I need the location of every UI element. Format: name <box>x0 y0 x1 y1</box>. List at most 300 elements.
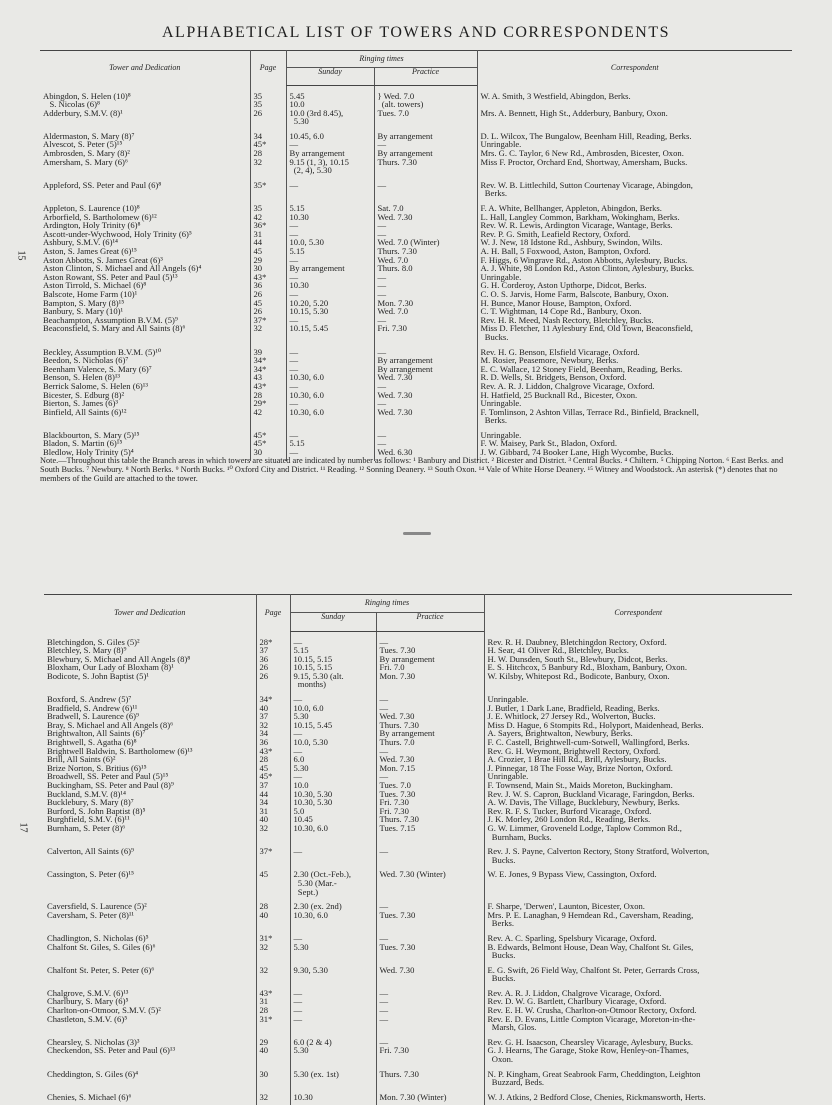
sunday-cell <box>290 638 376 690</box>
page-line: 26 <box>253 107 263 118</box>
sunday-line: — <box>289 314 299 325</box>
correspondent-line: Rev. W. B. Littlechild, Sutton Courtenay Vicarage, Abingdon, <box>480 179 693 190</box>
correspondent-line: W. E. Jones, 9 Bypass View, Cassington, Oxford. <box>487 869 657 880</box>
page-line: 34 <box>253 130 263 141</box>
sunday-line: 10.30 <box>289 280 309 291</box>
tower-line: Chalfont St. Giles, S. Giles (6)⁶ <box>47 941 156 952</box>
practice-line: Wed. 7.30 <box>379 754 415 765</box>
page-line: 35 <box>253 90 263 101</box>
correspondent-line: W. J. New, 18 Idstone Rd., Ashbury, Swindon, Wilts. <box>480 237 663 248</box>
practice-cell <box>374 431 477 457</box>
tower-cell <box>44 870 256 896</box>
correspondent-line: J. W. Gibbard, 74 Booker Lane, High Wycombe, Bucks. <box>480 447 674 458</box>
sunday-line: — <box>293 932 303 943</box>
tower-line: Ascott-under-Wychwood, Holy Trinity (6)⁵ <box>43 228 192 239</box>
table-row <box>40 204 792 342</box>
practice-line: Wed. 7.30 <box>379 964 415 975</box>
correspondent-line: D. L. Wilcox, The Bungalow, Beenham Hill, Reading, Berks. <box>480 130 692 141</box>
correspondent-line: J. E. Whitlock, 27 Jersey Rd., Wolverton, Bucks. <box>487 711 656 722</box>
page-cell <box>250 132 286 175</box>
sunday-line: 6.0 <box>293 754 305 765</box>
tower-line: Beaconsfield, S. Mary and All Saints (8)⁶ <box>43 323 186 334</box>
correspondent-line: Rev. W. R. Lewis, Ardington Vicarage, Wantage, Berks. <box>480 220 673 231</box>
page-line: 28 <box>253 389 263 400</box>
page-line: 28 <box>259 1005 269 1016</box>
page-line: 45 <box>259 762 269 773</box>
practice-line: Wed. 7.30 <box>377 389 413 400</box>
correspondent-line: A. Crozier, 1 Brae Hill Rd., Brill, Aylesbury, Bucks. <box>487 754 667 765</box>
page-cell <box>250 92 286 126</box>
tower-cell <box>40 181 250 198</box>
sunday-cell <box>290 847 376 864</box>
practice-line: Mon. 7.15 <box>379 762 416 773</box>
sunday-line: 10.30 <box>293 1091 313 1102</box>
tower-line: Chadlington, S. Nicholas (6)⁵ <box>47 932 149 943</box>
correspondent-line: Rev. E. H. W. Crusha, Charlton-on-Otmoor Rectory, Oxford. <box>487 1005 697 1016</box>
page-cell <box>256 902 290 928</box>
tower-line: Aston, S. James Great (6)¹⁵ <box>43 246 137 256</box>
page-line: 32 <box>259 964 269 975</box>
sunday-line: — <box>293 1013 303 1024</box>
correspondent-cell <box>477 431 792 457</box>
tower-line: Burnham, S. Peter (8)⁶ <box>47 822 126 833</box>
practice-line: Mon. 7.30 <box>377 297 414 308</box>
correspondent-line: W. Kilsby, Whitepost Rd., Bodicote, Banbury, Oxon. <box>487 670 670 681</box>
correspondent-line: E. G. Swift, 26 Field Way, Chalfont St. Peter, Gerrards Cross, <box>487 964 700 975</box>
page-line: 44 <box>259 788 269 799</box>
page-line: 36 <box>253 280 263 291</box>
table-row <box>44 638 792 690</box>
correspondent-line: Oxon. <box>487 1054 514 1065</box>
page-line: 39 <box>253 346 263 357</box>
sunday-line: By arrangement <box>289 263 345 274</box>
correspondent-line: L. Hall, Langley Common, Barkham, Wokingham, Berks. <box>480 211 680 222</box>
practice-line: By arrangement <box>379 653 435 664</box>
practice-cell <box>376 695 484 841</box>
correspondent-cell <box>484 934 792 960</box>
tower-line: Brize Norton, S. Britius (6)¹⁵ <box>47 762 147 773</box>
correspondent-line: C. O. S. Jarvis, Home Farm, Balscote, Banbury, Oxon. <box>480 288 669 299</box>
page-cell <box>256 934 290 960</box>
table-row <box>44 966 792 983</box>
practice-line: — <box>379 702 389 713</box>
tower-line: Buckland, S.M.V. (8)¹⁴ <box>47 788 126 799</box>
page-line: 30 <box>259 1068 269 1079</box>
practice-line: Fri. 7.0 <box>379 662 405 673</box>
table-row <box>40 181 792 198</box>
page-line: 34* <box>259 694 273 705</box>
correspondent-line: E. S. Hitchcox, 5 Banbury Rd., Bloxham, Banbury, Oxon. <box>487 662 687 673</box>
sunday-line: — <box>289 254 299 265</box>
correspondent-line: F. C. Castell, Brightwell-cum-Sotwell, Wallingford, Berks. <box>487 737 690 748</box>
tower-line: Charlton-on-Otmoor, S.M.V. (5)² <box>47 1005 161 1016</box>
correspondent-cell <box>484 1070 792 1087</box>
sunday-line: 10.0 <box>293 780 309 790</box>
tower-cell <box>40 431 250 457</box>
page-line: 31* <box>259 932 273 943</box>
practice-line: — <box>377 346 387 357</box>
footnote: Note.—Throughout this table the Branch areas in which towers are situated are indicated by number as follows: ¹ Banbury and District. ² Bicester and District. ³ Central Bucks. ⁴ Chiltern. ⁵ Chipping Norton. ⁶ East Berks. and South Bucks. ⁷ Newbury. ⁸ North Berks. ⁹ North Bucks. ¹⁰ Oxford City and District. ¹¹ Reading. ¹² Sonning Deanery. ¹³ South Oxon. ¹⁴ Vale of White Horse Deanery. ¹⁵ Witney and Woodstock. An asterisk (*) denotes that no members of the Guild are attached to the tower. <box>40 456 784 483</box>
practice-line: — <box>377 288 387 299</box>
correspondent-line: Unringable. <box>480 429 522 440</box>
header-practice: Practice <box>374 68 477 85</box>
tower-line: Brill, All Saints (6)² <box>47 754 116 765</box>
page-line: 40 <box>259 1045 269 1056</box>
correspondent-cell <box>484 902 792 928</box>
correspondent-cell <box>477 204 792 342</box>
page-line: 36 <box>259 653 269 664</box>
tower-line: Brightwalton, All Saints (6)⁷ <box>47 728 146 739</box>
sunday-cell <box>290 966 376 983</box>
correspondent-line: J. K. Morley, 260 London Rd., Reading, Berks. <box>487 814 651 825</box>
sunday-line: 10.45 <box>293 814 313 825</box>
practice-cell <box>376 847 484 864</box>
sunday-line: 5.30 <box>293 711 309 722</box>
correspondent-line: Bucks. <box>487 973 516 984</box>
page-line: 36* <box>253 220 267 231</box>
page-line: 32 <box>259 1091 269 1102</box>
tower-cell <box>44 989 256 1032</box>
correspondent-cell <box>484 1093 792 1102</box>
sunday-line: 5.30 (Mar.- <box>293 877 337 888</box>
header-page-2: Page <box>256 595 290 632</box>
tower-line: Binfield, All Saints (6)¹² <box>43 406 127 417</box>
correspondent-line: J. Butler, 1 Dark Lane, Bradfield, Reading, Berks. <box>487 702 660 713</box>
tower-line: Bierton, S. James (6)³ <box>43 398 118 409</box>
practice-line: — <box>377 179 387 190</box>
tower-line: Bledlow, Holy Trinity (5)⁴ <box>43 447 134 458</box>
tower-line: Bucklebury, S. Mary (8)⁷ <box>47 797 134 808</box>
tower-line: Banbury, S. Mary (10)¹ <box>43 306 124 317</box>
correspondent-line: R. D. Wells, St. Bridgets, Benson, Oxford. <box>480 372 627 383</box>
tower-cell <box>44 695 256 841</box>
practice-line: Wed. 7.0 (Winter) <box>377 237 440 248</box>
sunday-cell <box>290 1070 376 1087</box>
sunday-line: — <box>289 429 299 440</box>
sunday-line: 10.15, 5.15 <box>293 662 333 673</box>
tower-line: Chastleton, S.M.V. (6)⁵ <box>47 1013 128 1024</box>
sunday-cell <box>290 1093 376 1102</box>
correspondent-cell <box>477 132 792 175</box>
sunday-line: 10.30, 6.0 <box>293 909 328 920</box>
sunday-line: — <box>289 288 299 299</box>
correspondent-line: Miss D. Hague, 6 Stompits Rd., Holyport, Maidenhead, Berks. <box>487 719 704 730</box>
sunday-line: — <box>289 220 299 231</box>
practice-line: — <box>377 220 387 231</box>
correspondent-cell <box>484 989 792 1032</box>
practice-line: Wed. 7.30 <box>379 711 415 722</box>
tower-line: Burford, S. John Baptist (8)⁵ <box>47 805 146 816</box>
tower-line: Abingdon, S. Helen (10)⁸ <box>43 90 131 101</box>
correspondent-line: Unringable. <box>487 694 529 705</box>
page-cell <box>256 870 290 896</box>
page-line: 30 <box>253 263 263 274</box>
practice-line: Thurs. 7.0 <box>379 737 415 748</box>
correspondent-line: Buzzard, Beds. <box>487 1077 545 1088</box>
tower-cell <box>44 902 256 928</box>
sunday-cell <box>290 695 376 841</box>
page-line: 45* <box>253 429 267 440</box>
correspondent-line: Mrs. G. C. Taylor, 6 New Rd., Ambrosden, Bicester, Oxon. <box>480 148 684 159</box>
sunday-line: 10.0, 6.0 <box>293 702 324 713</box>
table-row <box>44 847 792 864</box>
page-line: 45 <box>259 869 269 880</box>
sunday-line: 10.30 <box>289 211 309 222</box>
table-1-body <box>40 85 792 461</box>
tower-line: Bradwell, S. Laurence (6)⁹ <box>47 711 140 722</box>
tower-line: Ambrosden, S. Mary (8)² <box>43 148 130 159</box>
sunday-line: 10.15, 5.45 <box>293 719 333 730</box>
practice-line: Tues. 7.30 <box>379 788 416 799</box>
tower-line: Beachampton, Assumption B.V.M. (5)⁹ <box>43 314 178 325</box>
tower-cell <box>44 847 256 864</box>
sunday-cell <box>286 181 374 198</box>
page-cell <box>256 1093 290 1102</box>
correspondent-line: E. C. Wallace, 12 Stoney Field, Beenham, Reading, Berks. <box>480 363 683 374</box>
practice-cell <box>374 92 477 126</box>
sunday-line: 10.30, 5.30 <box>293 797 333 808</box>
practice-line: Tues. 7.30 <box>379 941 416 952</box>
tower-line: Caversfield, S. Laurence (5)² <box>47 901 147 912</box>
practice-line: Thurs. 8.0 <box>377 263 413 274</box>
correspondent-line: B. Edwards, Belmont House, Dean Way, Chalfont St. Giles, <box>487 941 694 952</box>
tower-line: Aston Abbotts, S. James Great (6)³ <box>43 254 163 265</box>
sunday-cell <box>290 902 376 928</box>
practice-line: — <box>379 1013 389 1024</box>
practice-cell <box>376 870 484 896</box>
correspondent-line: Rev. A. R. J. Liddon, Chalgrove Vicarage, Oxford. <box>480 380 655 391</box>
practice-line: Wed. 7.30 (Winter) <box>379 869 446 880</box>
page-line: 28 <box>259 901 269 912</box>
tower-line: Appleford, SS. Peter and Paul (6)⁸ <box>43 179 162 190</box>
correspondent-line: F. Tomlinson, 2 Ashton Villas, Terrace Rd., Binfield, Bracknell, <box>480 406 699 417</box>
correspondent-line: Mrs. P. E. Lanaghan, 9 Hemdean Rd., Caversham, Reading, <box>487 909 694 920</box>
tower-line: Aston Rowant, SS. Peter and Paul (5)¹³ <box>43 271 178 282</box>
page-cell <box>256 1038 290 1064</box>
sunday-line: — <box>293 996 303 1007</box>
correspondent-line: Unringable. <box>480 139 522 150</box>
sunday-line: 10.20, 5.20 <box>289 297 329 308</box>
sunday-line: — <box>293 728 303 739</box>
page-line: 31* <box>259 1013 273 1024</box>
table-row <box>40 348 792 425</box>
sunday-line: — <box>289 355 299 366</box>
sunday-line: — <box>293 846 303 857</box>
correspondent-line: Berks. <box>487 918 514 929</box>
practice-line: Thurs. 7.30 <box>379 719 419 730</box>
correspondent-line: Bucks. <box>487 950 516 961</box>
tower-line: Bletchley, S. Mary (8)⁹ <box>47 645 127 656</box>
correspondent-line: Marsh, Glos. <box>487 1022 537 1033</box>
sunday-line: 10.30, 6.0 <box>293 822 328 833</box>
correspondent-line: N. P. Kingham, Great Seabrook Farm, Cheddington, Leighton <box>487 1068 701 1079</box>
page-title: ALPHABETICAL LIST OF TOWERS AND CORRESPONDENTS <box>161 24 670 41</box>
correspondent-line: Rev. P. G. Smith, Leafield Rectory, Oxford. <box>480 228 631 239</box>
tower-line: Cheddington, S. Giles (6)⁴ <box>47 1068 139 1079</box>
tower-line: Bicester, S. Edburg (8)² <box>43 389 125 400</box>
tower-line: Bladon, S. Martin (6)¹⁵ <box>43 438 123 449</box>
practice-line: — <box>379 932 389 943</box>
sunday-line: 5.30 <box>293 1045 309 1056</box>
correspondent-line: Miss F. Proctor, Orchard End, Shortway, Amersham, Bucks. <box>480 156 688 167</box>
practice-cell <box>374 348 477 425</box>
page-line: 35* <box>253 179 267 190</box>
page-line: 31 <box>259 996 269 1007</box>
tower-cell <box>44 638 256 690</box>
practice-line: — <box>379 745 389 756</box>
correspondent-line: A. J. White, 98 London Rd., Aston Clinton, Aylesbury, Bucks. <box>480 263 695 274</box>
practice-line: Wed. 7.0 <box>377 306 409 317</box>
correspondent-line: Bucks. <box>487 854 516 865</box>
tower-line: Brightwell, S. Agatha (6)⁸ <box>47 737 137 748</box>
practice-cell <box>376 1038 484 1064</box>
sunday-cell <box>286 348 374 425</box>
correspondent-line: Rev. G. H. Weymont, Brightwell Rectory, Oxford. <box>487 745 661 756</box>
sunday-line: — <box>289 380 299 391</box>
table-2-body <box>44 631 792 1105</box>
page-line: 42 <box>253 406 263 417</box>
practice-cell <box>376 902 484 928</box>
page-line: 45 <box>253 297 263 308</box>
practice-line: Fri. 7.30 <box>379 1045 409 1056</box>
header-ringing: Ringing times <box>286 51 477 68</box>
page-cell <box>256 847 290 864</box>
practice-cell <box>376 934 484 960</box>
sunday-cell <box>286 132 374 175</box>
tower-line: Alvescot, S. Peter (5)¹⁵ <box>43 139 123 150</box>
correspondent-cell <box>484 847 792 864</box>
page-line: 26 <box>253 288 263 299</box>
table-row <box>44 1038 792 1064</box>
correspondent-line: F. W. Maisey, Park St., Bladon, Oxford. <box>480 438 617 449</box>
tower-cell <box>44 1038 256 1064</box>
correspondent-line: Rev. H. G. Benson, Elsfield Vicarage, Oxford. <box>480 346 640 357</box>
sunday-line: — <box>293 636 303 647</box>
sunday-line: — <box>289 398 299 409</box>
sunday-line: 5.30 (ex. 1st) <box>293 1068 339 1079</box>
correspondent-line: H. Sear, 41 Oliver Rd., Bletchley, Bucks. <box>487 645 629 656</box>
practice-line: — <box>377 314 387 325</box>
practice-line: Sat. 7.0 <box>377 203 404 214</box>
table-row <box>44 902 792 928</box>
practice-cell <box>374 132 477 175</box>
tower-line: Bloxham, Our Lady of Bloxham (8)¹ <box>47 662 174 673</box>
towers-table-1 <box>40 50 792 461</box>
tower-line: Chalgrove, S.M.V. (6)¹³ <box>47 987 129 998</box>
correspondent-line: Bucks. <box>480 331 509 342</box>
sunday-line: 5.15 <box>289 438 305 449</box>
practice-line: Tues. 7.0 <box>377 107 409 118</box>
page-line: 26 <box>253 306 263 317</box>
practice-line: — <box>377 438 387 449</box>
tower-line: Berrick Salome, S. Helen (6)¹³ <box>43 380 148 391</box>
page-cell <box>250 181 286 198</box>
sunday-line: 9.15, 5.30 (alt. <box>293 670 344 681</box>
page-cell <box>250 348 286 425</box>
page-line: 31 <box>253 228 263 239</box>
page-line: 36 <box>259 737 269 748</box>
page-line: 43 <box>253 372 263 383</box>
practice-line: — <box>379 996 389 1007</box>
page-line: 34 <box>259 728 269 739</box>
page-line: 37 <box>259 780 269 790</box>
practice-line: Mon. 7.30 (Winter) <box>379 1091 447 1102</box>
sunday-line: 10.0, 5.30 <box>293 737 328 748</box>
practice-line: Tues. 7.30 <box>379 645 416 656</box>
correspondent-line: A. Sayers, Brightwalton, Newbury, Berks. <box>487 728 633 739</box>
sunday-line: 9.30, 5.30 <box>293 964 328 975</box>
page-line: 34* <box>253 355 267 366</box>
page-line: 35 <box>253 203 263 214</box>
page-number-17: 17 <box>17 822 29 833</box>
sunday-line: — <box>293 1005 303 1016</box>
page-line: 45 <box>253 246 263 256</box>
practice-line: Wed. 7.30 <box>377 406 413 417</box>
correspondent-cell <box>484 966 792 983</box>
practice-cell <box>374 181 477 198</box>
practice-line: Thurs. 7.30 <box>377 246 417 256</box>
correspondent-line: A. W. Davis, The Village, Bucklebury, Newbury, Berks. <box>487 797 680 808</box>
correspondent-line: W. J. Atkins, 2 Bedford Close, Chenies, Rickmansworth, Herts. <box>487 1091 706 1102</box>
sunday-line: 5.45 <box>289 90 305 101</box>
tower-line: Benson, S. Helen (8)¹³ <box>43 372 120 383</box>
correspondent-line: Unringable. <box>487 771 529 782</box>
practice-line: Fri. 7.30 <box>379 805 409 816</box>
table-row <box>44 1070 792 1087</box>
tower-line: Blewbury, S. Michael and All Angels (8)⁸ <box>47 653 191 664</box>
practice-line: Mon. 7.30 <box>379 670 416 681</box>
correspondent-line: F. Higgs, 6 Wingrave Rd., Aston Abbotts, Aylesbury, Bucks. <box>480 254 688 265</box>
practice-line: — <box>379 901 389 912</box>
practice-line: — <box>377 280 387 291</box>
sunday-line: 9.15 (1, 3), 10.15 <box>289 156 349 167</box>
sunday-line: 5.30 <box>289 116 309 127</box>
practice-line: Wed. 7.30 <box>377 211 413 222</box>
tower-line: Charlbury, S. Mary (6)⁵ <box>47 996 129 1007</box>
table-row <box>44 695 792 841</box>
tower-line: Bodicote, S. John Baptist (5)¹ <box>47 670 149 681</box>
sunday-line: 6.0 (2 & 4) <box>293 1036 332 1047</box>
header-page: Page <box>250 51 286 86</box>
correspondent-cell <box>484 695 792 841</box>
correspondent-line: Mrs. A. Bennett, High St., Adderbury, Banbury, Oxon. <box>480 107 668 118</box>
table-row <box>44 1093 792 1102</box>
table-row <box>40 92 792 126</box>
correspondent-line: Unringable. <box>480 271 522 282</box>
page-line: 30 <box>253 447 263 458</box>
correspondent-line: Burnham, Bucks. <box>487 831 552 842</box>
correspondent-line: W. A. Smith, 3 Westfield, Abingdon, Berks. <box>480 90 631 101</box>
header-correspondent: Correspondent <box>477 51 792 86</box>
correspondent-line: H. Hatfield, 25 Bucknall Rd., Bicester, Oxon. <box>480 389 638 400</box>
sunday-cell <box>290 934 376 960</box>
sunday-line: 5.30 <box>293 941 309 952</box>
correspondent-line: Rev. H. R. Meed, Nash Rectory, Bletchley, Bucks. <box>480 314 654 325</box>
tower-line: Bray, S. Michael and All Angels (8)⁶ <box>47 719 174 730</box>
table-row <box>44 934 792 960</box>
practice-line: — <box>377 398 387 409</box>
sunday-line: — <box>289 179 299 190</box>
tower-cell <box>44 934 256 960</box>
practice-line: — <box>379 771 389 782</box>
practice-line: Thurs. 7.30 <box>379 814 419 825</box>
correspondent-cell <box>477 181 792 198</box>
correspondent-line: A. H. Ball, 5 Foxwood, Aston, Bampton, Oxford. <box>480 246 651 256</box>
correspondent-line: Rev. A. C. Sparling, Spelsbury Vicarage, Oxford. <box>487 932 657 943</box>
sunday-line: 10.15, 5.30 <box>289 306 329 317</box>
table-row <box>44 870 792 896</box>
tower-line: Arborfield, S. Bartholomew (6)¹² <box>43 211 157 222</box>
